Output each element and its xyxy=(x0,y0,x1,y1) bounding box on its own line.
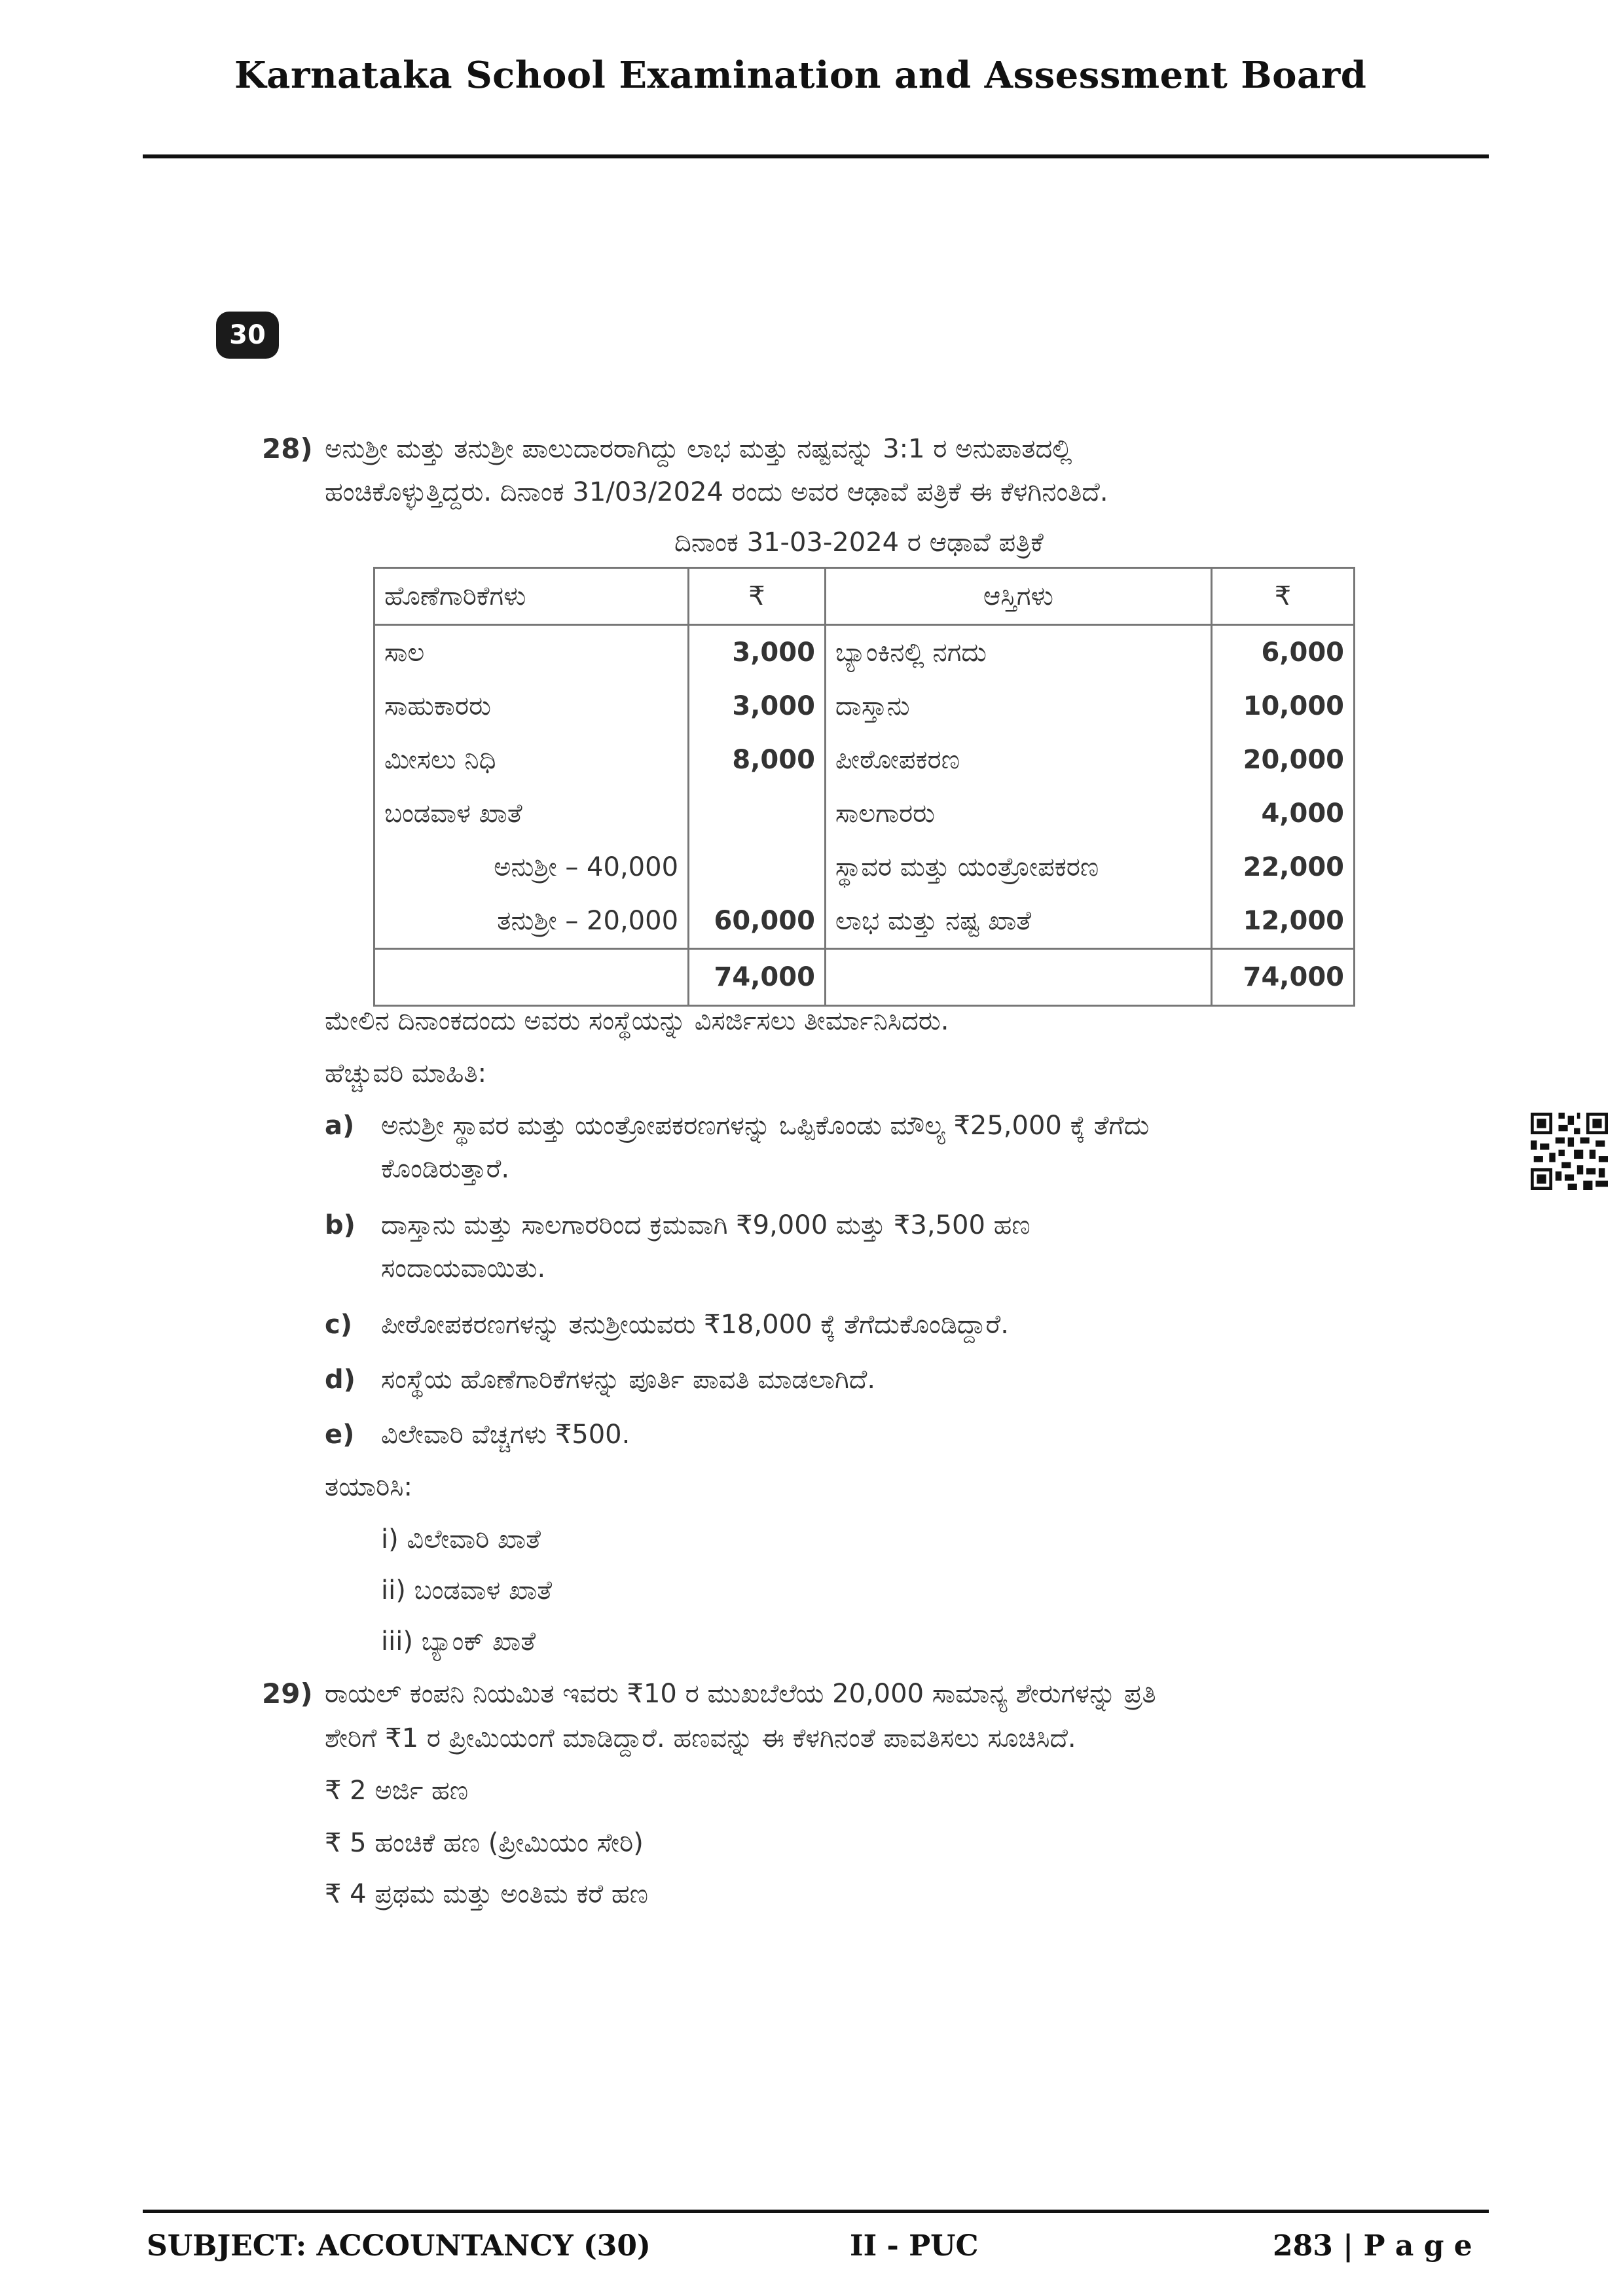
dissolution-note: ಮೇಲಿನ ದಿನಾಂಕದಂದು ಅವರು ಸಂಸ್ಥೆಯನ್ನು ವಿಸರ್ಜಿಸಲು ತೀರ್ಮಾನಿಸಿದರು. xyxy=(325,1006,949,1036)
asset-amount: 10,000 xyxy=(1211,679,1354,733)
asset-name: ಲಾಭ ಮತ್ತು ನಷ್ಟ ಖಾತೆ xyxy=(825,894,1211,949)
prepare-item: i) ವಿಲೇವಾರಿ ಖಾತೆ xyxy=(381,1524,541,1554)
liability-amount: 3,000 xyxy=(689,679,826,733)
item-label: d) xyxy=(325,1365,356,1395)
liabilities-amount-header: ₹ xyxy=(689,568,826,625)
liability-amount: 60,000 xyxy=(689,894,826,949)
liability-amount: 8,000 xyxy=(689,733,826,787)
footer-page-number: 283 | P a g e xyxy=(1273,2229,1472,2263)
table-row xyxy=(374,733,1355,787)
partner-capital-cell xyxy=(374,894,689,949)
qr-code-icon xyxy=(1531,1113,1608,1190)
question-29-line2: ಶೇರಿಗೆ ₹1 ರ ಪ್ರೀಮಿಯಂಗೆ ಮಾಡಿದ್ದಾರೆ. ಹಣವನ್ನು ಈ ಕೆಳಗಿನಂತೆ ಪಾವತಿಸಲು ಸೂಚಿಸಿದೆ. xyxy=(325,1723,1076,1753)
prepare-label: ತಯಾರಿಸಿ: xyxy=(325,1472,412,1502)
liability-amount xyxy=(689,840,826,894)
partner-capital-anushree: ಅನುಶ್ರೀ – 40,000 xyxy=(494,852,679,882)
footer-subject: SUBJECT: ACCOUNTANCY (30) xyxy=(147,2229,651,2263)
page-badge: 30 xyxy=(216,312,279,359)
prepare-item: iii) ಬ್ಯಾಂಕ್ ಖಾತೆ xyxy=(381,1626,536,1657)
prepare-item: ii) ಬಂಡವಾಳ ಖಾತೆ xyxy=(381,1575,553,1605)
question-29-line1: ರಾಯಲ್ ಕಂಪನಿ ನಿಯಮಿತ ಇವರು ₹10 ರ ಮುಖಬೆಲೆಯ 20,000 ಸಾಮಾನ್ಯ ಶೇರುಗಳನ್ನು ಪ್ರತಿ xyxy=(325,1679,1156,1709)
question-28-intro-line2: ಹಂಚಿಕೊಳ್ಳುತ್ತಿದ್ದರು. ದಿನಾಂಕ 31/03/2024 ರಂದು ಅವರ ಆಢಾವೆ ಪತ್ರಿಕೆ ಈ ಕೆಳಗಿನಂತಿದೆ. xyxy=(325,477,1108,507)
item-label: e) xyxy=(325,1420,355,1450)
item-a-line1: ಅನುಶ್ರೀ ಸ್ಥಾವರ ಮತ್ತು ಯಂತ್ರೋಪಕರಣಗಳನ್ನು ಒಪ್ಪಿಕೊಂಡು ಮೌಲ್ಯ ₹25,000 ಕ್ಕೆ ತೆಗೆದು xyxy=(381,1111,1150,1141)
payment-item: ₹ 2 ಅರ್ಜಿ ಹಣ xyxy=(325,1776,469,1806)
balance-sheet-title: ದಿನಾಂಕ 31-03-2024 ರ ಆಢಾವೆ ಪತ್ರಿಕೆ xyxy=(674,528,1044,558)
liability-name: ಸಾಲ xyxy=(374,625,689,680)
item-b-line2: ಸಂದಾಯವಾಯಿತು. xyxy=(381,1253,546,1283)
payment-item: ₹ 5 ಹಂಚಿಕೆ ಹಣ (ಪ್ರೀಮಿಯಂ ಸೇರಿ) xyxy=(325,1828,644,1858)
total-assets: 74,000 xyxy=(1211,949,1354,1006)
item-label: a) xyxy=(325,1111,355,1141)
liability-amount: 3,000 xyxy=(689,625,826,680)
table-header-row xyxy=(374,568,1355,625)
liability-amount xyxy=(689,787,826,840)
partner-capital-cell xyxy=(374,840,689,894)
header-divider xyxy=(143,154,1489,158)
partner-capital-tanushree: ತನುಶ್ರೀ – 20,000 xyxy=(497,906,679,936)
total-liabilities: 74,000 xyxy=(689,949,826,1006)
asset-name: ಪೀಠೋಪಕರಣ xyxy=(825,733,1211,787)
item-label: b) xyxy=(325,1210,356,1240)
question-28-number: 28) xyxy=(262,433,313,465)
table-row xyxy=(374,679,1355,733)
footer-divider xyxy=(143,2210,1489,2213)
question-28-intro-line1: ಅನುಶ್ರೀ ಮತ್ತು ತನುಶ್ರೀ ಪಾಲುದಾರರಾಗಿದ್ದು ಲಾಭ ಮತ್ತು ನಷ್ಟವನ್ನು 3:1 ರ ಅನುಪಾತದಲ್ಲಿ xyxy=(325,434,1072,464)
asset-amount: 6,000 xyxy=(1211,625,1354,680)
table-row xyxy=(374,894,1355,949)
asset-amount: 4,000 xyxy=(1211,787,1354,840)
asset-amount: 12,000 xyxy=(1211,894,1354,949)
footer-class: II - PUC xyxy=(850,2229,979,2263)
item-label: c) xyxy=(325,1310,352,1340)
liability-name: ಮೀಸಲು ನಿಧಿ xyxy=(374,733,689,787)
balance-sheet-table xyxy=(373,567,1355,1007)
additional-info-label: ಹೆಚ್ಚುವರಿ ಮಾಹಿತಿ: xyxy=(325,1058,487,1088)
liability-name: ಬಂಡವಾಳ ಖಾತೆ xyxy=(374,787,689,840)
table-row xyxy=(374,625,1355,680)
asset-name: ಬ್ಯಾಂಕಿನಲ್ಲಿ ನಗದು xyxy=(825,625,1211,680)
assets-header: ಆಸ್ತಿಗಳು xyxy=(825,568,1211,625)
asset-name: ಸಾಲಗಾರರು xyxy=(825,787,1211,840)
item-b-line1: ದಾಸ್ತಾನು ಮತ್ತು ಸಾಲಗಾರರಿಂದ ಕ್ರಮವಾಗಿ ₹9,000 ಮತ್ತು ₹3,500 ಹಣ xyxy=(381,1210,1030,1240)
board-title: Karnataka School Examination and Assessment Board xyxy=(234,54,1367,97)
item-d-line1: ಸಂಸ್ಥೆಯ ಹೊಣೆಗಾರಿಕೆಗಳನ್ನು ಪೂರ್ತಿ ಪಾವತಿ ಮಾಡಲಾಗಿದೆ. xyxy=(381,1365,876,1395)
asset-amount: 20,000 xyxy=(1211,733,1354,787)
item-c-line1: ಪೀಠೋಪಕರಣಗಳನ್ನು ತನುಶ್ರೀಯವರು ₹18,000 ಕ್ಕೆ ತೆಗೆದುಕೊಂಡಿದ್ದಾರೆ. xyxy=(381,1310,1009,1340)
asset-name: ಸ್ಥಾವರ ಮತ್ತು ಯಂತ್ರೋಪಕರಣ xyxy=(825,840,1211,894)
table-row xyxy=(374,840,1355,894)
liability-name: ಸಾಹುಕಾರರು xyxy=(374,679,689,733)
liabilities-header: ಹೊಣೆಗಾರಿಕೆಗಳು xyxy=(374,568,689,625)
assets-amount-header: ₹ xyxy=(1211,568,1354,625)
payment-item: ₹ 4 ಪ್ರಥಮ ಮತ್ತು ಅಂತಿಮ ಕರೆ ಹಣ xyxy=(325,1879,648,1909)
item-e-line1: ವಿಲೇವಾರಿ ವೆಚ್ಚಗಳು ₹500. xyxy=(381,1420,630,1450)
item-a-line2: ಕೊಂಡಿರುತ್ತಾರೆ. xyxy=(381,1154,510,1184)
asset-name: ದಾಸ್ತಾನು xyxy=(825,679,1211,733)
question-29-number: 29) xyxy=(262,1677,313,1710)
asset-amount: 22,000 xyxy=(1211,840,1354,894)
table-row xyxy=(374,787,1355,840)
